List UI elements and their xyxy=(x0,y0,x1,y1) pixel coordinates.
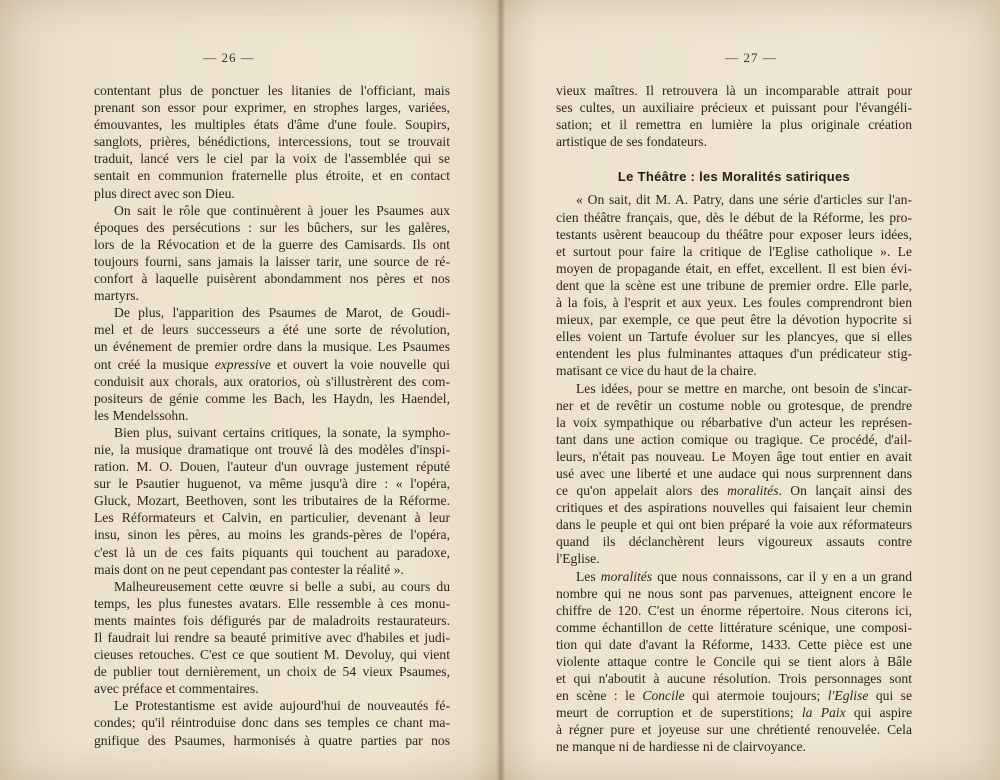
text-line: gnifique des Psaumes, harmonisés à quatre parties par nos xyxy=(94,732,450,748)
text-line: la voix sympathique ou rébarbative d'un acteur les représen- xyxy=(556,414,912,430)
text-line: traduit, lancé vers le ciel par la voix de l'assemblée qui se xyxy=(94,151,450,167)
text-line: positeurs de génie comme les Bach, les Haydn, les Haendel, xyxy=(94,390,450,406)
right-page-text xyxy=(556,82,912,756)
section-heading: Le Théâtre : les Moralités satiriques xyxy=(617,169,851,185)
text-line: à régner pure et joyeuse sur une chrétienté renouvelée. Cela xyxy=(556,722,912,738)
text-line: à la fois, à l'esprit et aux yeux. Les foules comprendront bien xyxy=(556,295,912,311)
text-line: émouvantes, les multiples états d'âme d'une foule. Soupirs, xyxy=(94,117,450,133)
page-number-right: — 27 — xyxy=(725,50,777,65)
text-line: époques des persécutions : sur les bûchers, sur les galères, xyxy=(94,219,450,235)
text-line: Les moralités que nous connaissons, car il y en a un grand xyxy=(576,568,912,584)
text-line: martyrs. xyxy=(94,288,139,304)
text-line: un événement de premier ordre dans la musique. Les Psaumes xyxy=(94,339,450,355)
text-line: Le Protestantisme est avide aujourd'hui de nouveautés fé- xyxy=(114,698,450,714)
text-line: Les idées, pour se mettre en marche, ont besoin de s'incar- xyxy=(576,380,912,396)
text-line: plus direct avec son Dieu. xyxy=(94,185,235,201)
text-line: confort à laquelle puisèrent abondamment nos pères et nos xyxy=(94,271,450,287)
intro-paragraph xyxy=(556,82,912,150)
text-line: ration. M. O. Douen, l'auteur d'un ouvrage justement réputé xyxy=(94,459,450,475)
text-line: sentait en communion fraternelle plus étroite, et en contact xyxy=(94,168,450,184)
text-line: conduisit aux chorals, aux oratorios, où s'illustrèrent des com- xyxy=(94,373,450,389)
text-line: condes; qu'il réintroduise donc dans ses temples ce chant ma- xyxy=(94,715,450,731)
text-line: et qui n'aboutit à aucune résolution. Trois personnages sont xyxy=(556,671,912,687)
left-page-text xyxy=(94,82,450,749)
text-line: ments maintes fois défigurés par de maladroits restaurateurs. xyxy=(94,612,450,628)
text-line: dans le peuple et qui ont bien préparé la voie aux réformateurs xyxy=(556,517,912,533)
paragraph xyxy=(94,82,450,202)
text-line: cien théâtre français, que, dès le début de la Réforme, les pro- xyxy=(556,209,912,225)
text-line: de publier tout dernièrement, un choix de 54 vieux Psaumes, xyxy=(94,664,450,680)
right-page-body xyxy=(556,191,912,755)
paragraph xyxy=(94,424,450,578)
text-line: violente attaque contre le Concile qui se tient alors à Bâle xyxy=(556,654,912,669)
text-line: moyen de propagande était, en effet, excellent. Il est bien évi- xyxy=(556,260,912,276)
text-line: ont créé la musique expressive et ouvert la voie nouvelle qui xyxy=(94,356,451,372)
text-line: matisant ce vice du haut de la chaire. xyxy=(556,363,757,379)
page-number-left: — 26 — xyxy=(203,50,255,65)
text-line: Malheureusement cette œuvre si belle a subi, au cours du xyxy=(114,578,450,594)
text-line: mais dont on ne peut cependant pas contester la réalité ». xyxy=(94,561,404,577)
text-line: Les Réformateurs et Calvin, en particulier, devenant à leur xyxy=(94,510,450,526)
text-line: tion qui date d'avant la Réforme, 1433. Cette pièce est une xyxy=(556,636,912,652)
text-line: l'Eglise. xyxy=(556,551,600,567)
text-line: « On sait, dit M. A. Patry, dans une série d'articles sur l'an- xyxy=(576,192,912,208)
text-line: quand ils déclanchèrent leurs vigoureux assauts contre xyxy=(556,534,912,550)
text-line: comme échantillon de cette littérature scénique, une composi- xyxy=(556,619,912,635)
text-line: dent que la scène est une tribune de premier ordre. Elle parle, xyxy=(556,277,912,293)
text-line: et surtout pour faire la critique de l'Eglise catholique ». Le xyxy=(556,243,912,259)
text-line: mieux, par exemple, ce que peut être la dévotion hypocrite si xyxy=(556,312,912,328)
text-line: insu, sinon les pères, au moins les grands-pères de l'opéra, xyxy=(94,527,450,543)
text-line: ses cultes, un auxiliaire précieux et puissant pour l'évangéli- xyxy=(556,100,912,116)
text-line: usé avec une liberté et une audace qui nous surprennent dans xyxy=(556,465,912,481)
text-line: Bien plus, suivant certains critiques, la sonate, la sympho- xyxy=(114,424,450,440)
right-page xyxy=(502,0,1000,780)
text-line: sanglots, prières, bénédictions, intercessions, tout se trouvait xyxy=(94,134,450,150)
text-line: entendent les plus fulminantes attaques d'un prédicateur stig- xyxy=(556,346,912,362)
text-line: cieuses retouches. C'est ce que soutient M. Devoluy, qui vient xyxy=(94,647,450,663)
text-line: les Mendelssohn. xyxy=(94,407,189,423)
text-line: elles voient un Tartufe évoluer sur les plancyes, que si elles xyxy=(556,329,912,345)
text-line: temps, les plus funestes avatars. Elle ressemble à ces monu- xyxy=(94,595,450,611)
text-line: leurs, n'était pas nouveau. Le Moyen âge tout entier en avait xyxy=(556,448,912,464)
text-line: meurt de corruption et de superstitions; la Paix qui aspire xyxy=(556,705,912,721)
text-line: vieux maîtres. Il retrouvera là un incomparable attrait pour xyxy=(556,83,912,98)
text-line: ce qu'on appelait alors des moralités. On lançait ainsi des xyxy=(556,483,912,499)
text-line: On sait le rôle que continuèrent à jouer les Psaumes aux xyxy=(114,202,450,218)
paragraph xyxy=(94,578,450,698)
text-line: nie, la musique dramatique ont trouvé là des modèles d'inspi- xyxy=(94,441,450,457)
text-line: en scène : le Concile qui atermoie toujours; l'Eglise qui se xyxy=(556,688,912,704)
text-line: avec préface et commentaires. xyxy=(94,681,259,697)
paragraph xyxy=(94,697,450,748)
text-line: contentant plus de ponctuer les litanies de l'officiant, mais xyxy=(94,83,450,98)
text-line: prenant son essor pour exprimer, en strophes larges, variées, xyxy=(94,100,450,116)
text-line: ne manque ni de hardiesse ni de clairvoyance. xyxy=(556,739,806,755)
text-line: sur le Psautier huguenot, va même jusqu'à dire : « l'opéra, xyxy=(94,476,450,492)
text-line: De plus, l'apparition des Psaumes de Marot, de Goudi- xyxy=(114,305,450,321)
text-line: mel et de leurs successeurs a été une sorte de révolution, xyxy=(94,322,450,338)
text-line: sation; et il remettra en lumière la plus originale création xyxy=(556,117,912,133)
paragraph xyxy=(556,568,912,756)
text-line: Gluck, Mozart, Beethoven, sont les tributaires de la Réforme. xyxy=(94,493,450,509)
paragraph xyxy=(556,191,912,379)
text-line: chiffre de 120. C'est un énorme répertoire. Nous citerons ici, xyxy=(556,602,912,618)
text-line: nombre qui ne nous sont pas parvenues, atteignent encore le xyxy=(556,585,912,601)
text-line: Il faudrait lui rendre sa beauté primitive avec d'habiles et judi- xyxy=(94,630,450,645)
text-line: c'est là un de ces faits piquants qui touchent au paradoxe, xyxy=(94,544,450,560)
paragraph xyxy=(556,380,912,568)
text-line: toujours fourni, sans jamais la laisser tarir, une source de ré- xyxy=(94,253,450,269)
text-line: ner et de revêtir un costume noble ou grotesque, de prendre xyxy=(556,397,912,413)
text-line: artistique de ses fondateurs. xyxy=(556,134,707,150)
left-page xyxy=(0,0,498,780)
text-line: critiques et des aspirations nouvelles qui faisaient leur chemin xyxy=(556,500,912,516)
text-line: testants usèrent beaucoup du théâtre pour exposer leurs idées, xyxy=(556,226,912,242)
text-line: tant dans une action comique ou tragique. Ce procédé, d'ail- xyxy=(556,431,912,447)
paragraph xyxy=(94,202,450,305)
text-line: lors de la Révocation et de la guerre des Camisards. Ils ont xyxy=(94,236,450,252)
paragraph xyxy=(94,304,450,424)
